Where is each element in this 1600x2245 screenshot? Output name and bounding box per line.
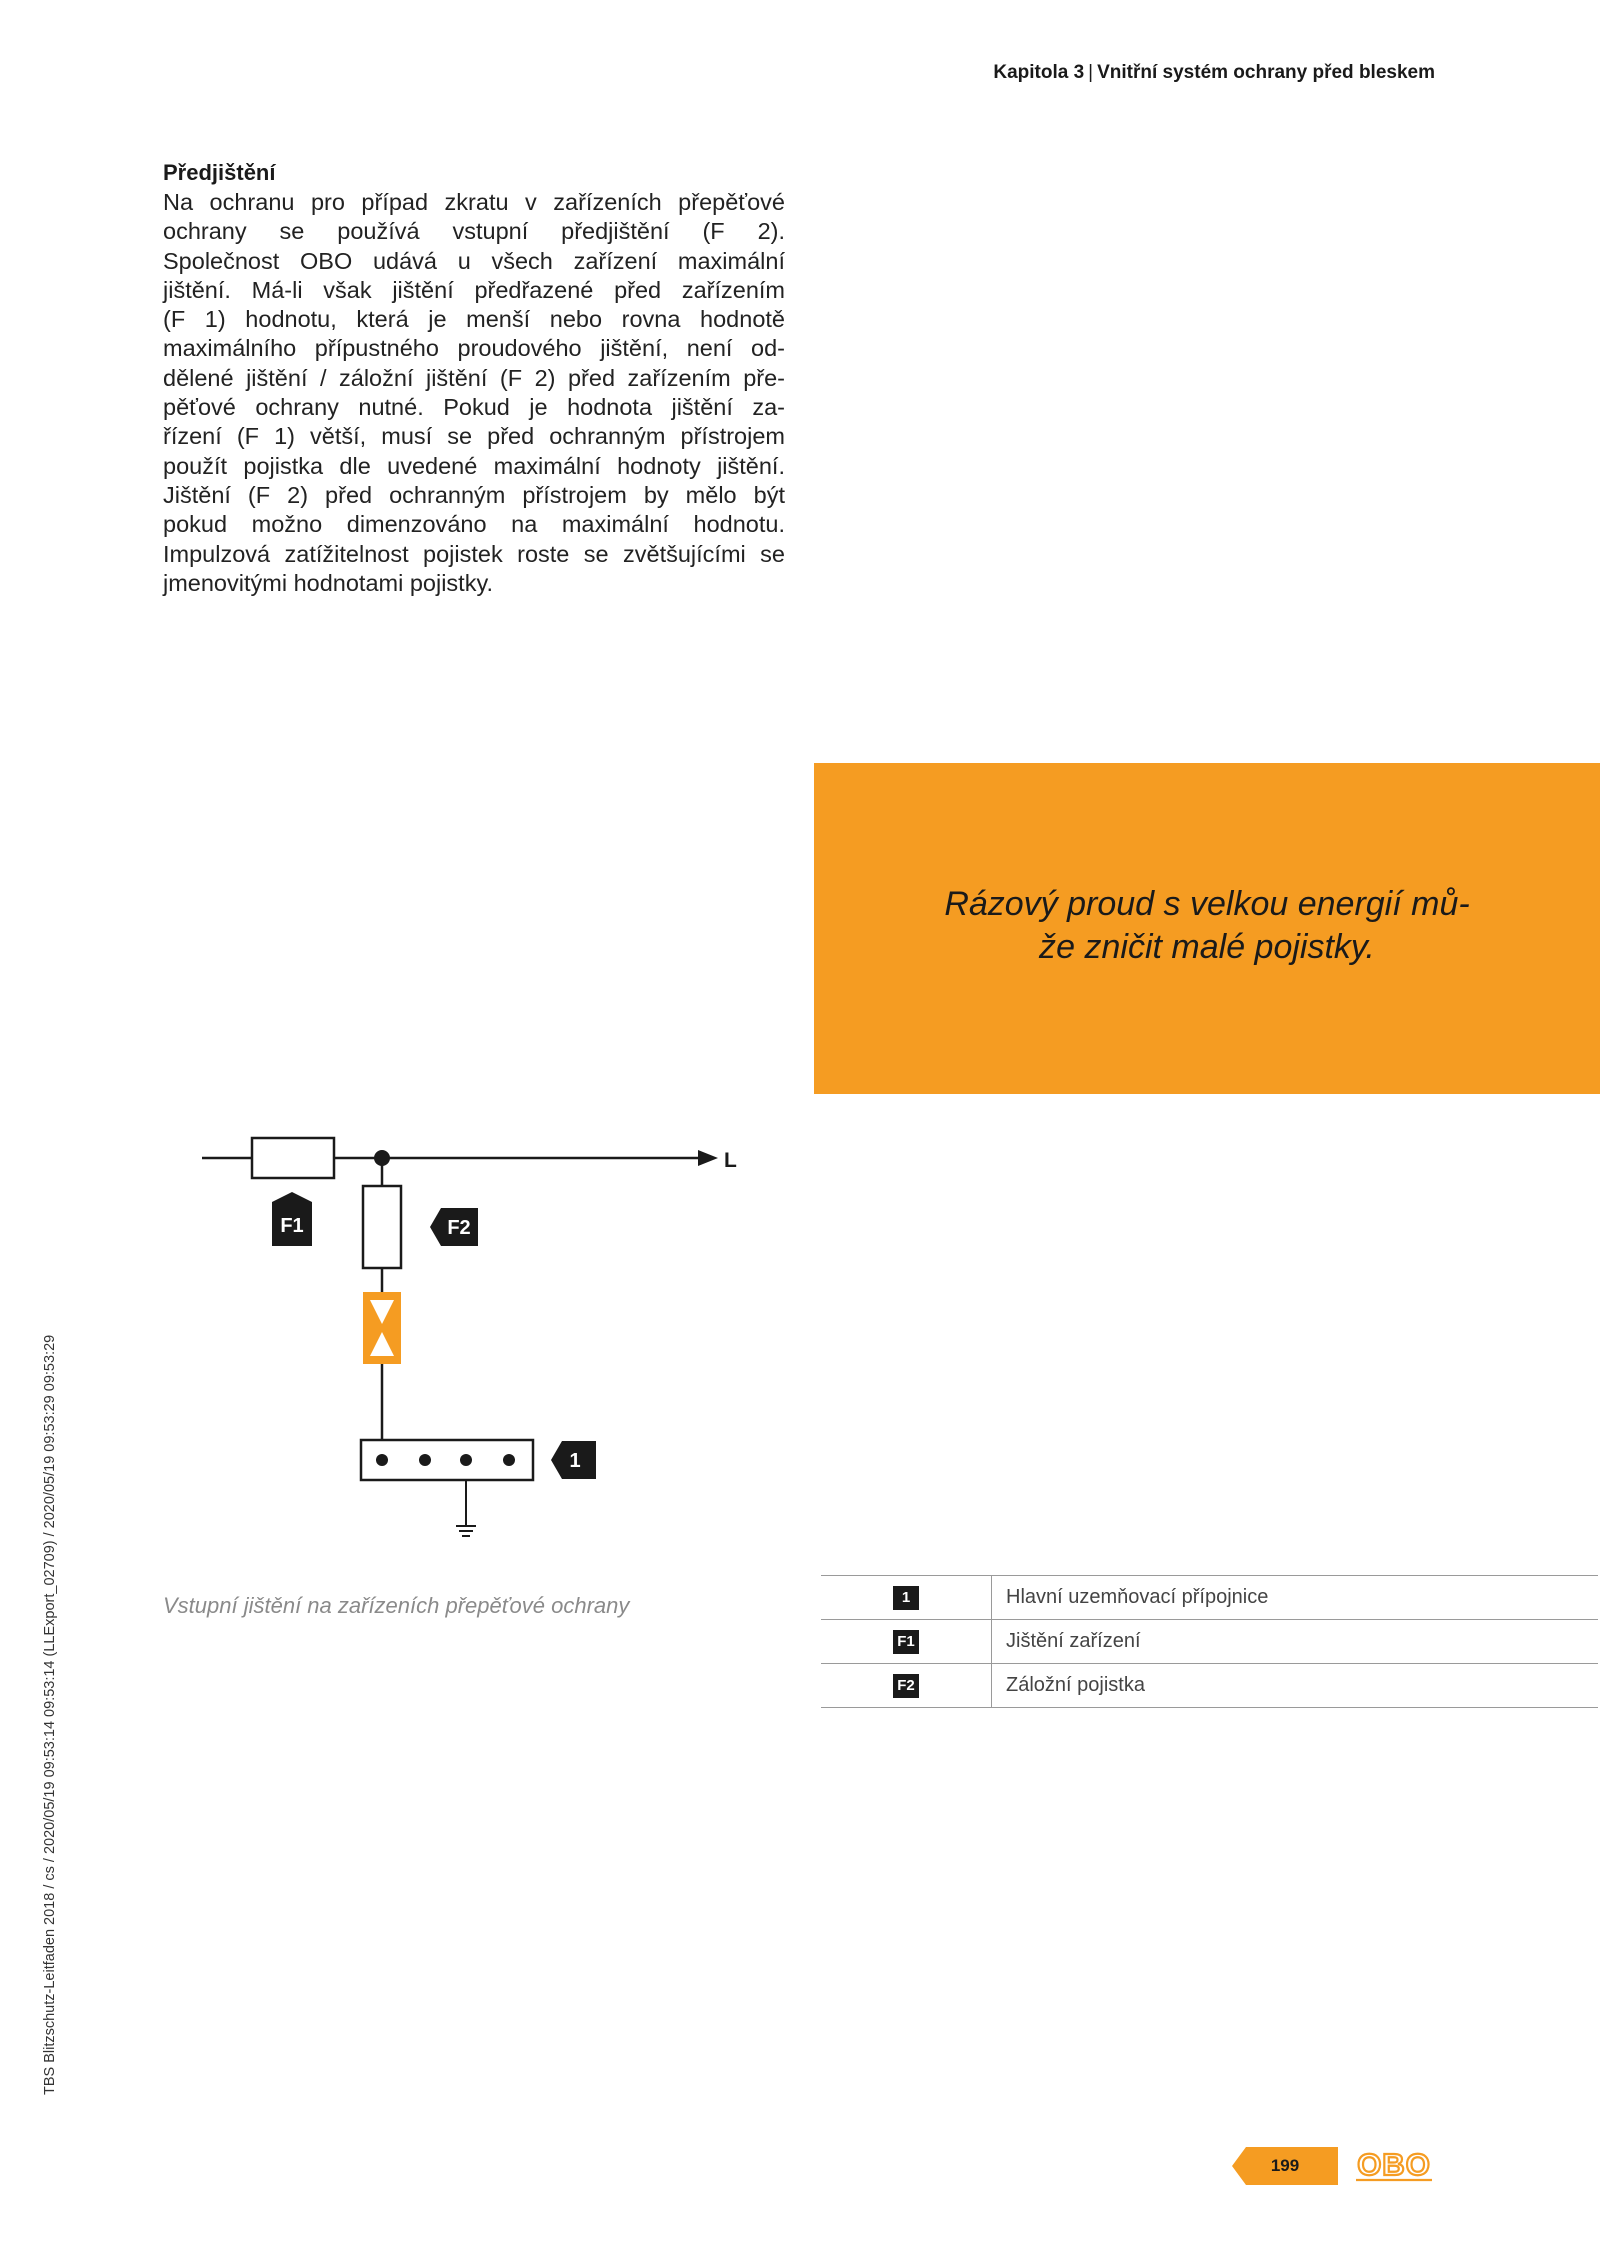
body-line: Společnost OBO udává u všech zařízení maximální (163, 247, 785, 274)
line-label: L (724, 1149, 737, 1172)
body-line: jištění. Má-li však jištění předřazené před zařízením (163, 276, 785, 303)
body-line: maximálního přípustného proudového jištění, není od- (163, 335, 785, 362)
f2-tag-label: F2 (447, 1217, 471, 1239)
page-header (993, 62, 1435, 84)
callout-box (814, 763, 1600, 1094)
bus-tag-label: 1 (569, 1450, 581, 1472)
body-line: Jištění (F 2) před ochranným přístrojem by mělo být (163, 481, 785, 508)
callout-text (814, 883, 1600, 969)
obo-logo (1354, 2148, 1434, 2182)
callout-line: že zničit malé pojistky. (1039, 928, 1375, 966)
chapter-title: Vnitřní systém ochrany před bleskem (1097, 62, 1435, 83)
terminal-dot (419, 1454, 431, 1466)
legend-label: Záložní pojistka (992, 1664, 1599, 1708)
figure-caption: Vstupní jištění na zařízeních přepěťové ochrany (163, 1593, 630, 1618)
terminal-dot (460, 1454, 472, 1466)
legend-key (821, 1664, 992, 1708)
legend-key (821, 1576, 992, 1620)
circuit-diagram (190, 1128, 750, 1558)
table-row (821, 1620, 1598, 1664)
section-title: Předjištění (163, 160, 276, 185)
fuse-f1 (252, 1138, 334, 1178)
ground-icon (456, 1526, 476, 1536)
body-line: použít pojistka dle uvedené maximální hodnoty jištění. (163, 452, 785, 479)
svg-text:OBO: OBO (1357, 2148, 1431, 2182)
legend-key (821, 1620, 992, 1664)
legend-badge: F2 (893, 1674, 919, 1698)
page-number: 199 (1270, 2156, 1300, 2175)
arrow-right-icon (698, 1150, 718, 1166)
body-line: řízení (F 1) větší, musí se před ochranným přístrojem (163, 423, 785, 450)
legend-badge: F1 (893, 1630, 919, 1654)
chapter-label: Kapitola 3 (993, 62, 1085, 83)
callout-line: Rázový proud s velkou energií mů- (944, 885, 1470, 923)
legend-label: Hlavní uzemňovací přípojnice (992, 1576, 1599, 1620)
print-metadata-text: TBS Blitzschutz-Leitfaden 2018 / cs / 2020/05/19 09:53:14 09:53:14 (LLExport_02709) / 2020/05/19 09:53:29 09:53:29 (42, 1334, 58, 2095)
table-row (821, 1576, 1598, 1620)
body-line: pokud možno dimenzováno na maximální hodnotu. (163, 511, 785, 538)
terminal-dot (503, 1454, 515, 1466)
table-row (821, 1664, 1598, 1708)
body-line: jmenovitými hodnotami pojistky. (163, 569, 493, 596)
header-separator: | (1088, 62, 1094, 83)
body-line: (F 1) hodnotu, která je menší nebo rovna hodnotě (163, 306, 785, 333)
body-line: ochrany se používá vstupní předjištění (F 2). (163, 218, 785, 245)
legend-table (821, 1575, 1598, 1708)
body-line: Impulzová zatížitelnost pojistek roste se zvětšujícími se (163, 540, 785, 567)
terminal-dot (376, 1454, 388, 1466)
body-paragraph (163, 188, 785, 598)
legend-badge: 1 (893, 1586, 919, 1610)
body-line: pěťové ochrany nutné. Pokud je hodnota jištění za- (163, 394, 785, 421)
legend-label: Jištění zařízení (992, 1620, 1599, 1664)
fuse-f2 (363, 1186, 401, 1268)
body-line: Na ochranu pro případ zkratu v zařízeních přepěťové (163, 189, 785, 215)
body-line: dělené jištění / záložní jištění (F 2) před zařízením pře- (163, 364, 785, 391)
f1-tag-label: F1 (280, 1215, 304, 1237)
